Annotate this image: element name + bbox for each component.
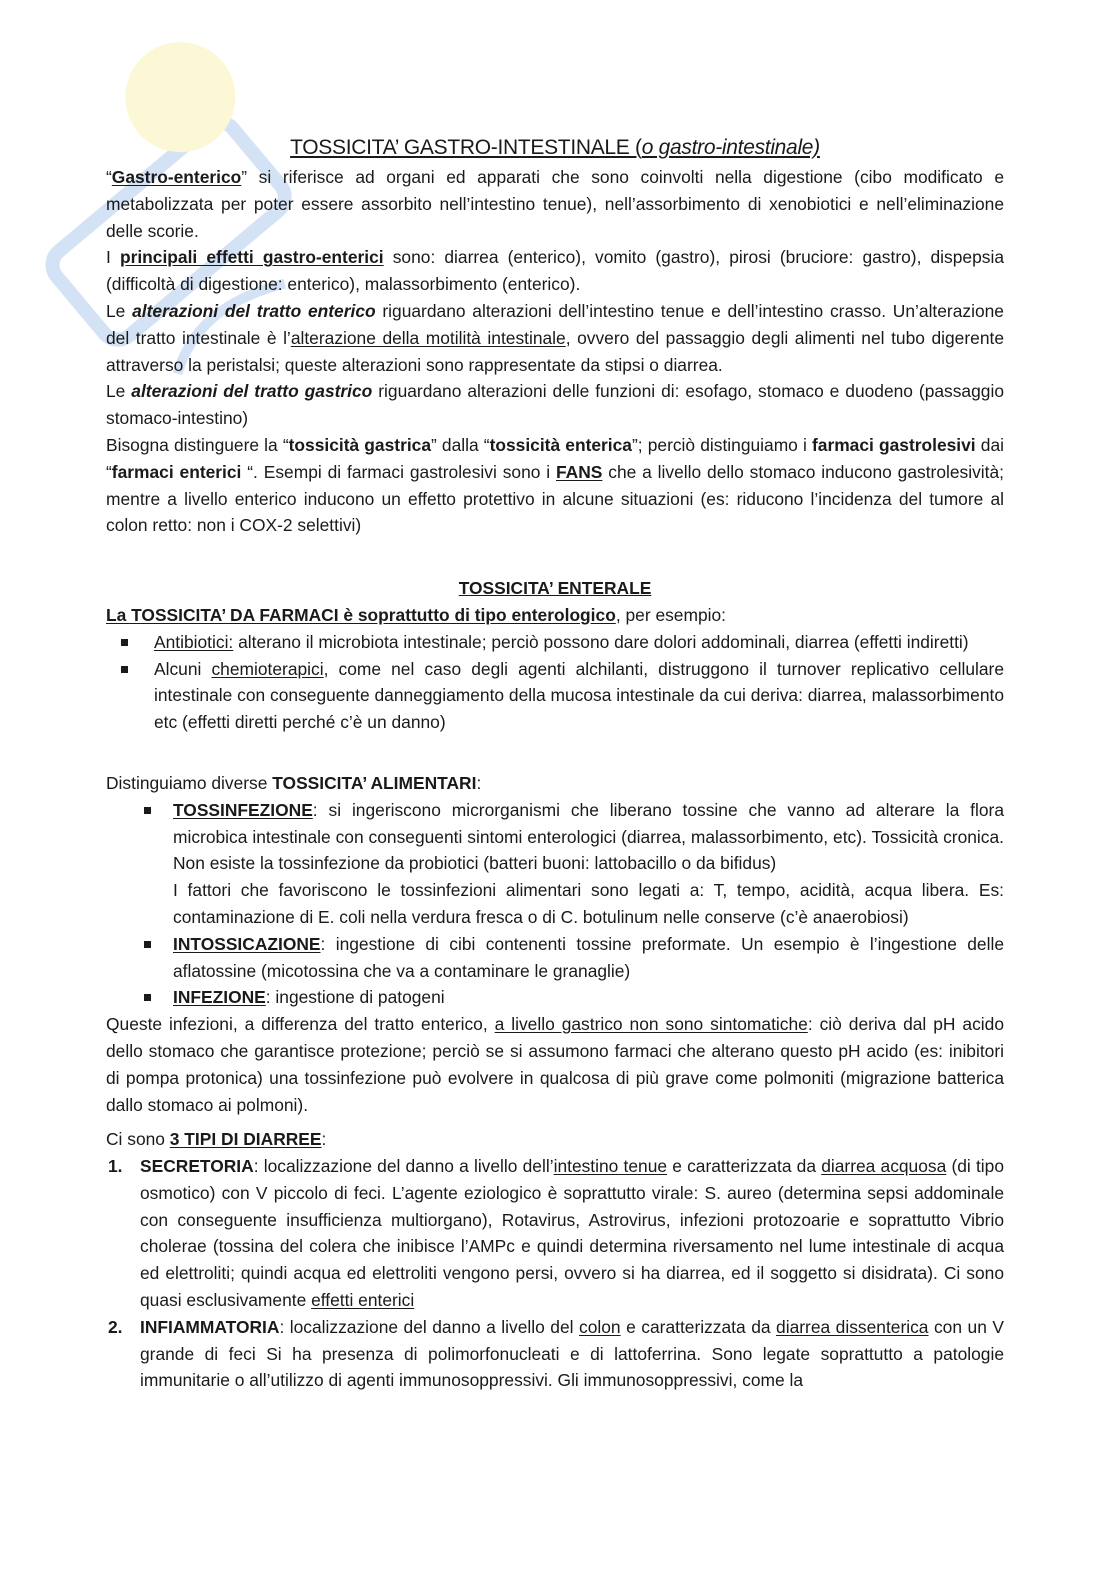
diarree-lead: Ci sono 3 TIPI DI DIARREE: (106, 1129, 327, 1150)
paragraph-intro-4: Le alterazioni del tratto gastrico riguardano alterazioni delle funzioni di: esofago, stomaco e duodeno (passaggio stomaco-intestino) (106, 381, 1004, 429)
list-item: Alcuni chemioterapici, come nel caso degli agenti alchilanti, distruggono il turnover replicativo cellulare intestinale con conseguente danneggiamento della mucosa intestinale da cui deriva: diarrea, malassorbimento etc (effetti diretti perché c’è un danno) (154, 656, 1004, 736)
enterale-list (106, 629, 1004, 736)
list-item: 1. SECRETORIA: localizzazione del danno a livello dell’intestino tenue e caratterizzata da diarrea acquosa (di tipo osmotico) con V piccolo di feci. L’agente eziologico è soprattutto virale: S. aureo (determina sepsi addominale con conseguente insufficienza multiorgano), Rotavirus, Astrovirus, infezioni protozoarie e soprattutto Vibrio cholerae (tossina del colera che inibisce l’AMPc e quindi determina riversamento nel lume intestinale di acqua ed elettroliti; quindi acqua ed elettroliti vengono persi, ovvero si ha diarrea, ed il soggetto si disidrata). Ci sono quasi esclusivamente effetti enterici (108, 1156, 1005, 1311)
enterale-lead: La TOSSICITA’ DA FARMACI è soprattutto di tipo enterologico, per esempio: (106, 604, 727, 625)
alimentari-list (106, 797, 1004, 1011)
diarree-list (106, 1153, 1004, 1394)
paragraph-intro-3: Le alterazioni del tratto enterico riguardano alterazioni dell’intestino tenue e dell’intestino crasso. Un’alterazione del tratto intestinale è l’alterazione della motilità intestinale, ovvero del passaggio degli alimenti nel tubo digerente attraverso la peristalsi; queste alterazioni sono rappresentate da stipsi o diarrea. (106, 300, 1004, 375)
list-item: 2. INFIAMMATORIA: localizzazione del danno a livello del colon e caratterizzata da diarrea dissenterica con un V grande di feci Si ha presenza di polimorfonucleati e di lattoferrina. Sono legate soprattutto a patologie immunitarie o all’utilizzo di agenti immunosoppressivi. Gli immunosoppressivi, come la (108, 1316, 1004, 1391)
paragraph-intro-5: Bisogna distinguere la “tossicità gastrica” dalla “tossicità enterica”; perciò distinguiamo i farmaci gastrolesivi dai “farmaci enterici “. Esempi di farmaci gastrolesivi sono i FANS che a livello dello stomaco inducono gastrolesività; mentre a livello enterico inducono un effetto protettivo in alcune situazioni (es: riducono l’incidenza del tumore al colon retto: non i COX-2 selettivi) (106, 434, 1005, 536)
alimentari-lead: Distinguiamo diverse TOSSICITA’ ALIMENTARI: (106, 772, 482, 793)
page-title: TOSSICITA’ GASTRO-INTESTINALE (o gastro-intestinale) (290, 136, 820, 159)
section-heading-enterale: TOSSICITA’ ENTERALE (458, 578, 652, 599)
list-item: TOSSINFEZIONE: si ingeriscono microrganismi che liberano tossine che vanno ad alterare la flora microbica intestinale con conseguenti sintomi enterologici (diarrea, malassorbimento, etc). Tossicità cronica. Non esiste la tossinfezione da probiotici (batteri buoni: lattobacillo o da bifidus) I fattori che favoriscono le tossinfezioni alimentari sono legati a: T, tempo, acidità, acqua libera. Es: contaminazione di E. coli nella verdura fresca o di C. botulinum nelle conserve (c’è anaerobiosi) (173, 797, 1004, 931)
list-item: INFEZIONE: ingestione di patogeni (173, 984, 1004, 1011)
list-item: Antibiotici: alterano il microbiota intestinale; perciò possono dare dolori addominali, diarrea (effetti indiretti) (154, 629, 1004, 656)
paragraph-intro-2: I principali effetti gastro-enterici sono: diarrea (enterico), vomito (gastro), pirosi (bruciore: gastro), dispepsia (difficoltà di digestione: enterico), malassorbimento (enterico). (106, 247, 1004, 295)
list-item: INTOSSICAZIONE: ingestione di cibi contenenti tossine preformate. Un esempio è l’ingestione delle aflatossine (micotossina che va a contaminare le granaglie) (173, 931, 1004, 985)
paragraph-after-alimentari: Queste infezioni, a differenza del tratto enterico, a livello gastrico non sono sintomatiche: ciò deriva dal pH acido dello stomaco che garantisce protezione; perciò se si assumono farmaci che alterano questo pH acido (es: inibitori di pompa protonica) una tossinfezione può evolvere in qualcosa di più grave come polmoniti (migrazione batterica dallo stomaco ai polmoni). (106, 1014, 1005, 1115)
document-page (106, 134, 1004, 1394)
paragraph-intro-1: “Gastro-enterico” si riferisce ad organi ed apparati che sono coinvolti nella digestione (cibo modificato e metabolizzata per poter essere assorbito nell’intestino tenue), nell’assorbimento di xenobiotici e nell’eliminazione delle scorie. (106, 167, 1004, 241)
